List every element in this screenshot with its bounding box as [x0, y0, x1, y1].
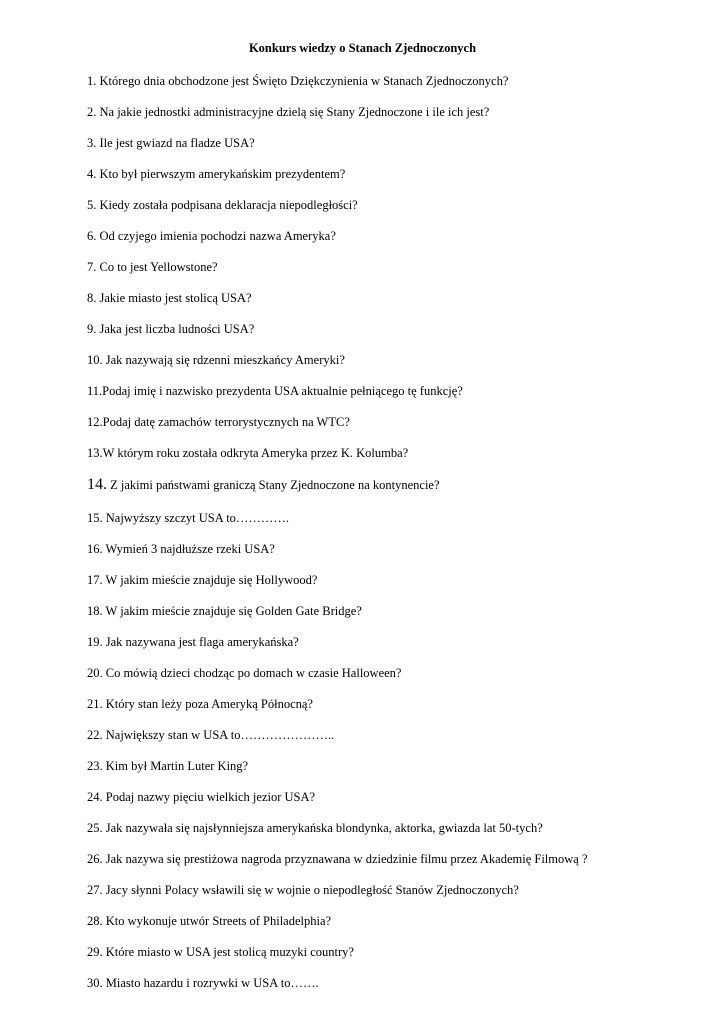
question-3: 3. Ile jest gwiazd na fladze USA?	[87, 136, 255, 150]
question-13: 13.W którym roku została odkryta Ameryka przez K. Kolumba?	[87, 446, 409, 460]
question-15: 15. Najwyższy szczyt USA to………….	[87, 511, 290, 525]
question-11: 11.Podaj imię i nazwisko prezydenta USA aktualnie pełniącego tę funkcję?	[87, 384, 463, 398]
question-14-number: 14.	[87, 476, 107, 493]
question-2: 2. Na jakie jednostki administracyjne dzielą się Stany Zjednoczone i ile ich jest?	[87, 105, 490, 119]
question-30: 30. Miasto hazardu i rozrywki w USA to…….	[87, 976, 319, 990]
question-9: 9. Jaka jest liczba ludności USA?	[87, 322, 255, 336]
question-26: 26. Jak nazywa się prestiżowa nagroda przyznawana w dziedzinie filmu przez Akademię Filmową ?	[87, 852, 588, 866]
question-20: 20. Co mówią dzieci chodząc po domach w czasie Halloween?	[87, 666, 402, 680]
question-6: 6. Od czyjego imienia pochodzi nazwa Ameryka?	[87, 229, 336, 243]
question-1: 1. Którego dnia obchodzone jest Święto Dziękczynienia w Stanach Zjednoczonych?	[87, 74, 509, 88]
question-21: 21. Który stan leży poza Ameryką Północną?	[87, 697, 313, 711]
question-14	[87, 477, 440, 493]
question-8: 8. Jakie miasto jest stolicą USA?	[87, 291, 252, 305]
question-22: 22. Największy stan w USA to…………………..	[87, 728, 335, 742]
question-7: 7. Co to jest Yellowstone?	[87, 260, 218, 274]
question-14-text: Z jakimi państwami graniczą Stany Zjednoczone na kontynencie?	[110, 478, 440, 492]
question-10: 10. Jak nazywają się rdzenni mieszkańcy Ameryki?	[87, 353, 345, 367]
question-18: 18. W jakim mieście znajduje się Golden Gate Bridge?	[87, 604, 362, 618]
question-25: 25. Jak nazywała się najsłynniejsza amerykańska blondynka, aktorka, gwiazda lat 50-tych?	[87, 821, 543, 835]
page-title: Konkurs wiedzy o Stanach Zjednoczonych	[248, 41, 477, 55]
question-27: 27. Jacy słynni Polacy wsławili się w wojnie o niepodległość Stanów Zjednoczonych?	[87, 883, 519, 897]
question-24: 24. Podaj nazwy pięciu wielkich jezior USA?	[87, 790, 316, 804]
question-29: 29. Które miasto w USA jest stolicą muzyki country?	[87, 945, 354, 959]
question-5: 5. Kiedy została podpisana deklaracja niepodległości?	[87, 198, 358, 212]
question-28: 28. Kto wykonuje utwór Streets of Philadelphia?	[87, 914, 332, 928]
question-23: 23. Kim był Martin Luter King?	[87, 759, 249, 773]
question-19: 19. Jak nazywana jest flaga amerykańska?	[87, 635, 299, 649]
question-12: 12.Podaj datę zamachów terrorystycznych na WTC?	[87, 415, 350, 429]
question-16: 16. Wymień 3 najdłuższe rzeki USA?	[87, 542, 275, 556]
question-17: 17. W jakim mieście znajduje się Hollywood?	[87, 573, 318, 587]
question-4: 4. Kto był pierwszym amerykańskim prezydentem?	[87, 167, 346, 181]
